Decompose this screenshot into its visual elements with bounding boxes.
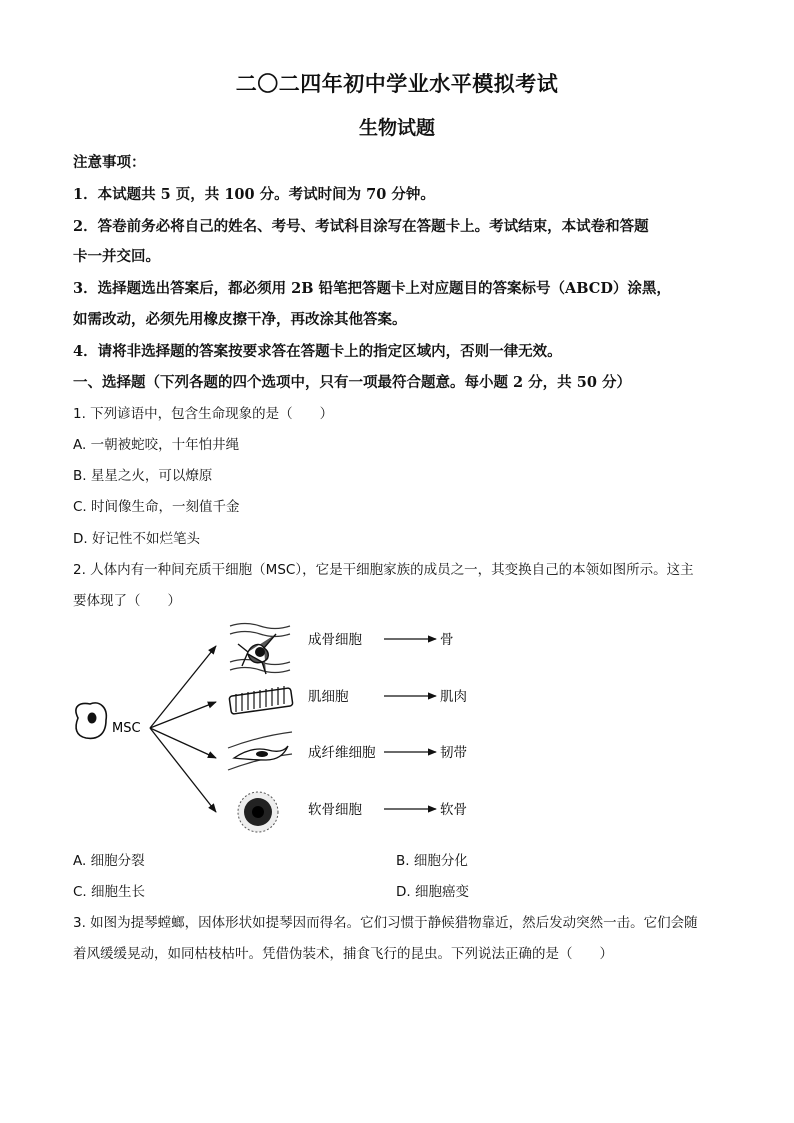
- fibroblast-icon: [228, 732, 292, 770]
- note-item: 1．本试题共 5 页，共 100 分。考试时间为 70 分钟。: [73, 186, 435, 203]
- exam-title: 二〇二四年初中学业水平模拟考试: [235, 71, 559, 96]
- muscle-cell-icon: [229, 686, 293, 714]
- arrow-to-fibroblast: [150, 728, 216, 758]
- note-item: 4．请将非选择题的答案按要求答在答题卡上的指定区域内，否则一律无效。: [73, 343, 562, 360]
- chondrocyte-icon: [238, 792, 278, 832]
- note-item: 如需改动，必须先用橡皮擦干净，再改涂其他答案。: [73, 311, 407, 328]
- arrow-to-osteoblast: [150, 646, 216, 728]
- question-2-option-d: D. 细胞癌变: [396, 884, 469, 900]
- subject-title: 生物试题: [358, 117, 435, 139]
- msc-cell-icon: [76, 703, 106, 738]
- question-1-option-c: C. 时间像生命，一刻值千金: [73, 499, 240, 515]
- notes-heading: 注意事项：: [73, 154, 146, 171]
- cartilage-label: 软骨: [440, 802, 467, 818]
- question-1-option-b: B. 星星之火，可以燎原: [73, 468, 213, 484]
- ligament-label: 韧带: [440, 745, 467, 761]
- muscle-cell-label: 肌细胞: [308, 689, 349, 705]
- section-heading: 一、选择题（下列各题的四个选项中，只有一项最符合题意。每小题 2 分，共 50 分）: [73, 374, 631, 391]
- question-3-stem-line1: 3. 如图为提琴螳螂，因体形状如提琴因而得名。它们习惯于静候猎物靠近，然后发动突然一击。它们会随: [73, 915, 698, 931]
- question-2-stem-line1: 2. 人体内有一种间充质干细胞（MSC），它是干细胞家族的成员之一，其变换自己的本领如图所示。这主: [73, 562, 694, 578]
- msc-differentiation-figure: [70, 612, 490, 844]
- question-2-stem-line2: 要体现了（ ）: [73, 593, 181, 609]
- question-3-stem-line2: 着风缓缓晃动，如同枯枝枯叶。凭借伪装术，捕食飞行的昆虫。下列说法正确的是（ ）: [73, 946, 613, 962]
- osteoblast-label: 成骨细胞: [308, 632, 362, 648]
- note-item: 2．答卷前务必将自己的姓名、考号、考试科目涂写在答题卡上。考试结束，本试卷和答题: [73, 218, 649, 235]
- arrow-to-chondrocyte: [150, 728, 216, 812]
- chondrocyte-label: 软骨细胞: [308, 802, 362, 818]
- osteoblast-icon: [230, 624, 290, 675]
- question-1-stem: 1. 下列谚语中，包含生命现象的是（ ）: [73, 406, 334, 422]
- bone-label: 骨: [440, 632, 454, 648]
- question-1-option-a: A. 一朝被蛇咬，十年怕井绳: [73, 437, 240, 453]
- note-item: 卡一并交回。: [73, 248, 160, 265]
- question-2-option-c: C. 细胞生长: [73, 884, 146, 900]
- question-1-option-d: D. 好记性不如烂笔头: [73, 531, 200, 547]
- question-2-option-b: B. 细胞分化: [396, 853, 468, 869]
- note-item: 3．选择题选出答案后，都必须用 2B 铅笔把答题卡上对应题目的答案标号（ABCD）涂黑，: [73, 280, 671, 297]
- msc-label: MSC: [112, 721, 141, 736]
- muscle-label: 肌肉: [440, 689, 467, 705]
- fibroblast-label: 成纤维细胞: [308, 745, 376, 761]
- question-2-option-a: A. 细胞分裂: [73, 853, 145, 869]
